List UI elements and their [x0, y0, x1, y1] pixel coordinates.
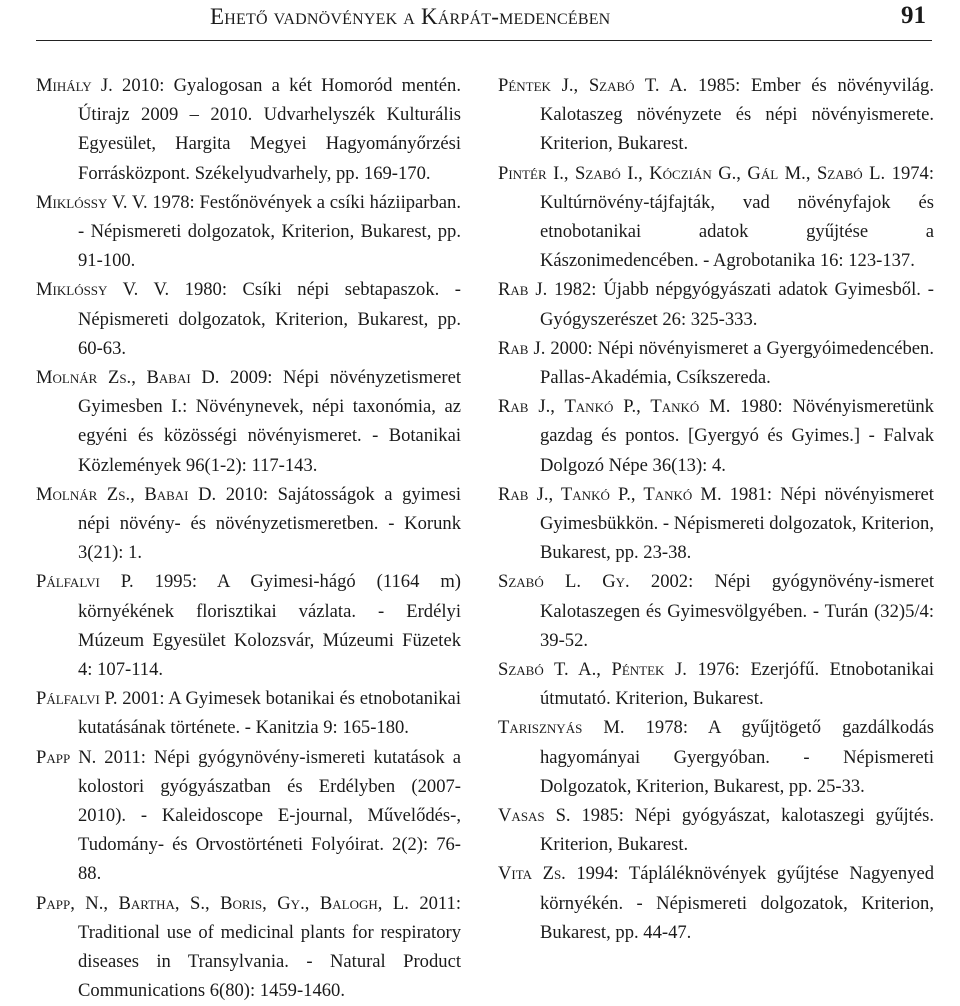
reference-entry — [36, 889, 461, 1006]
reference-authors: Pálfalvi P. — [36, 688, 118, 710]
reference-authors: Szabó L. Gy. — [498, 571, 630, 593]
reference-details: 2009: Népi növényzetismeret Gyimesben I.: Növénynevek, népi taxonómia, az egyéni és közösségi növényismeret. - Botanikai Közlemények 96(1-2): 117-143. — [78, 367, 461, 476]
reference-entry — [498, 334, 934, 392]
reference-entry — [498, 567, 934, 655]
reference-authors: Papp N. — [36, 746, 97, 768]
reference-authors: Pintér I., Szabó I., Kóczián G., Gál M., Szabó L. — [498, 162, 886, 184]
reference-entry — [498, 801, 934, 859]
reference-details: 1995: A Gyimesi-hágó (1164 m) környékének florisztikai vázlata. - Erdélyi Múzeum Egyesület Kolozsvár, Múzeumi Füzetek 4: 107-114. — [78, 571, 461, 681]
reference-column-left — [36, 71, 461, 1006]
reference-details: 2010: Sajátosságok a gyimesi népi növény- és növényzetismeretben. - Korunk 3(21): 1. — [78, 483, 461, 564]
reference-authors: Péntek J., Szabó T. A. — [498, 75, 688, 96]
reference-details: 1980: Csíki népi sebtapaszok. - Népismereti dolgozatok, Kriterion, Bukarest, pp. 60-63. — [78, 279, 461, 359]
reference-entry — [36, 743, 461, 889]
reference-entry — [498, 859, 934, 947]
page-number: 91 — [901, 2, 926, 29]
reference-details: 1994: Tápláléknövények gyűjtése Nagyenyed környékén. - Népismereti dolgozatok, Kriterion, Bukarest, pp. 44-47. — [540, 863, 934, 943]
reference-details: 1985: Népi gyógyászat, kalotaszegi gyűjtés. Kriterion, Bukarest. — [540, 805, 934, 856]
reference-entry — [36, 363, 461, 480]
reference-entry — [498, 713, 934, 801]
reference-details: 1974: Kultúrnövény-tájfajták, vad növényfajok és etnobotanikai adatok gyűjtése a Kászonimedencében. - Agrobotanika 16: 123-137. — [540, 162, 934, 272]
reference-entry — [36, 188, 461, 276]
reference-entry — [498, 655, 934, 713]
reference-entry — [498, 480, 934, 568]
reference-authors: Rab J. — [498, 279, 548, 301]
reference-authors: Tarisznyás M. — [498, 717, 625, 739]
reference-details: 1981: Népi növényismeret Gyimesbükkön. - Népismereti dolgozatok, Kriterion, Bukarest, pp. 23-38. — [540, 483, 935, 564]
running-header — [36, 0, 932, 41]
reference-authors: Molnár Zs., Babai D. — [36, 483, 217, 505]
reference-authors: Miklóssy V. V. — [36, 279, 170, 301]
reference-column-right — [498, 71, 934, 947]
reference-entry — [36, 275, 461, 363]
reference-authors: Miklóssy V. V. — [36, 191, 148, 213]
reference-authors: Papp, N., Bartha, S., Boris, Gy., Balogh, L. — [36, 892, 409, 914]
reference-authors: Pálfalvi P. — [36, 571, 134, 593]
reference-details: 1978: Festőnövények a csíki háziiparban. - Népismereti dolgozatok, Kriterion, Bukarest, pp. 91-100. — [78, 191, 461, 272]
reference-entry — [36, 567, 461, 684]
running-header-title: Ehető vadnövények a Kárpát-medencében — [210, 4, 611, 29]
reference-entry — [498, 392, 934, 480]
reference-authors: Molnár Zs., Babai D. — [36, 367, 220, 389]
reference-authors: Rab J., Tankó P., Tankó M. — [498, 483, 722, 505]
reference-entry — [498, 71, 934, 159]
reference-details: 1978: A gyűjtögető gazdálkodás hagyományai Gyergyóban. - Népismereti Dolgozatok, Kriterion, Bukarest, pp. 25-33. — [540, 717, 934, 797]
reference-authors: Rab J., Tankó P., Tankó M. — [498, 396, 731, 418]
reference-authors: Vita Zs. — [498, 863, 566, 885]
reference-details: 1980: Növényismeretünk gazdag és pontos. [Gyergyó és Gyimes.] - Falvak Dolgozó Népe 36(13): 4. — [540, 396, 934, 476]
reference-entry — [36, 684, 461, 742]
reference-details: 1976: Ezerjófű. Etnobotanikai útmutató. Kriterion, Bukarest. — [540, 659, 934, 710]
reference-entry — [498, 159, 934, 276]
reference-authors: Szabó T. A., Péntek J. — [498, 659, 687, 681]
reference-details: 1985: Ember és növényvilág. Kalotaszeg növényzete és népi növényismerete. Kriterion, Bukarest. — [540, 75, 935, 155]
reference-details: 2010: Gyalogosan a két Homoród mentén. Útirajz 2009 – 2010. Udvarhelyszék Kulturális Egyesület, Hargita Megyei Hagyományőrzési Forrásközpont. Székelyudvarhely, pp. 169-170. — [78, 75, 461, 184]
reference-details: 2000: Népi növényismeret a Gyergyóimedencében. Pallas-Akadémia, Csíkszereda. — [540, 337, 934, 389]
reference-details: 1982: Újabb népgyógyászati adatok Gyimesből. - Gyógyszerészet 26: 325-333. — [540, 279, 934, 330]
reference-details: 2011: Traditional use of medicinal plants for respiratory diseases in Transylvania. - Natural Product Communications 6(80): 1459-1460. — [78, 892, 461, 1002]
reference-entry — [36, 71, 461, 188]
reference-details: 2001: A Gyimesek botanikai és etnobotanikai kutatásának története. - Kanitzia 9: 165-180. — [78, 688, 461, 739]
reference-authors: Mihály J. — [36, 75, 113, 96]
reference-details: 2011: Népi gyógynövény-ismereti kutatások a kolostori gyógyászatban és Erdélyben (2007-2010). - Kaleidoscope E-journal, Művelődés-, Tudomány- és Orvostörténeti Folyóirat. 2(2): 76-88. — [78, 746, 461, 885]
reference-details: 2002: Népi gyógynövény-ismeret Kalotaszegen és Gyimesvölgyében. - Turán (32)5/4: 39-52. — [540, 571, 934, 651]
reference-authors: Vasas S. — [498, 805, 571, 827]
reference-authors: Rab J. — [498, 337, 546, 359]
reference-entry — [36, 480, 461, 568]
reference-entry — [498, 275, 934, 333]
